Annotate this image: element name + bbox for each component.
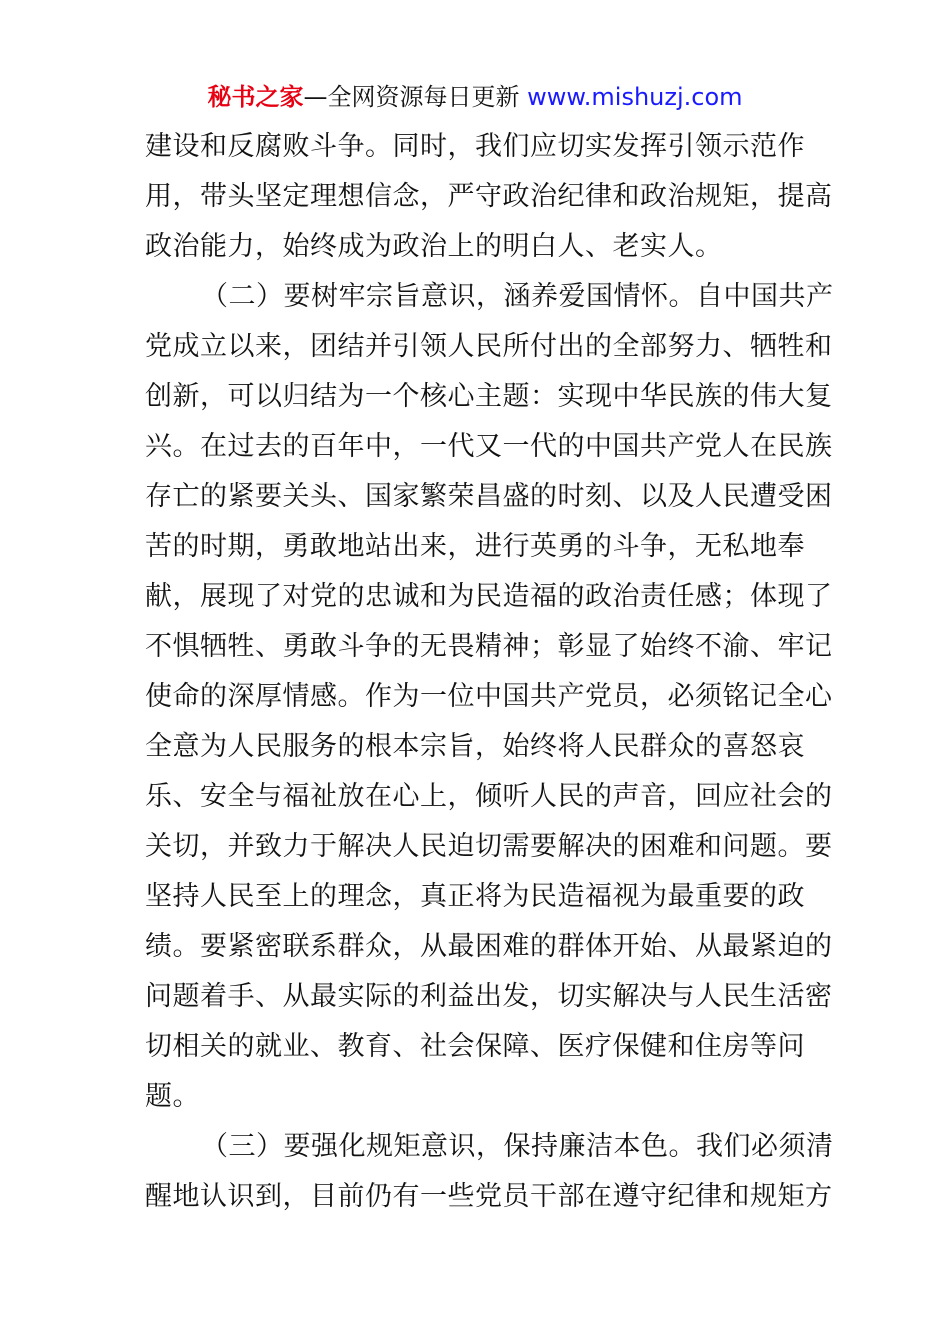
text-line: 切相关的就业、教育、社会保障、医疗保健和住房等问 — [145, 1031, 805, 1062]
text-line: 创新，可以归结为一个核心主题：实现中华民族的伟大复 — [145, 381, 833, 412]
text-line: 问题着手、从最实际的利益出发，切实解决与人民生活密 — [145, 981, 833, 1012]
text-line: 题。 — [145, 1081, 200, 1112]
text-line: 苦的时期，勇敢地站出来，进行英勇的斗争，无私地奉 — [145, 531, 805, 562]
text-line: 存亡的紧要关头、国家繁荣昌盛的时刻、以及人民遭受困 — [145, 481, 833, 512]
header-tagline: —全网资源每日更新 — [303, 83, 520, 111]
site-url[interactable]: www.mishuzj.com — [527, 83, 743, 111]
text-line: 建设和反腐败斗争。同时，我们应切实发挥引领示范作 — [145, 131, 805, 162]
text-line: 全意为人民服务的根本宗旨，始终将人民群众的喜怒哀 — [145, 731, 805, 762]
page-header — [0, 80, 950, 114]
text-line: 使命的深厚情感。作为一位中国共产党员，必须铭记全心 — [145, 681, 833, 712]
text-line: 醒地认识到，目前仍有一些党员干部在遵守纪律和规矩方 — [145, 1181, 833, 1212]
text-line: 不惧牺牲、勇敢斗争的无畏精神；彰显了始终不渝、牢记 — [145, 631, 833, 662]
section-heading-line: （三）要强化规矩意识，保持廉洁本色。我们必须清 — [201, 1131, 834, 1162]
text-line: 乐、安全与福祉放在心上，倾听人民的声音，回应社会的 — [145, 781, 833, 812]
text-line: 用，带头坚定理想信念，严守政治纪律和政治规矩，提高 — [145, 181, 833, 212]
text-line: 兴。在过去的百年中，一代又一代的中国共产党人在民族 — [145, 431, 833, 462]
text-line: 关切，并致力于解决人民迫切需要解决的困难和问题。要 — [145, 831, 833, 862]
section-heading-line: （二）要树牢宗旨意识，涵养爱国情怀。自中国共产 — [201, 281, 834, 312]
text-line: 绩。要紧密联系群众，从最困难的群体开始、从最紧迫的 — [145, 931, 833, 962]
document-body — [145, 122, 834, 1222]
brand-name: 秘书之家 — [207, 83, 304, 111]
text-line: 坚持人民至上的理念，真正将为民造福视为最重要的政 — [145, 881, 805, 912]
text-line: 献，展现了对党的忠诚和为民造福的政治责任感；体现了 — [145, 581, 833, 612]
text-line: 党成立以来，团结并引领人民所付出的全部努力、牺牲和 — [145, 331, 833, 362]
text-line: 政治能力，始终成为政治上的明白人、老实人。 — [145, 231, 723, 262]
